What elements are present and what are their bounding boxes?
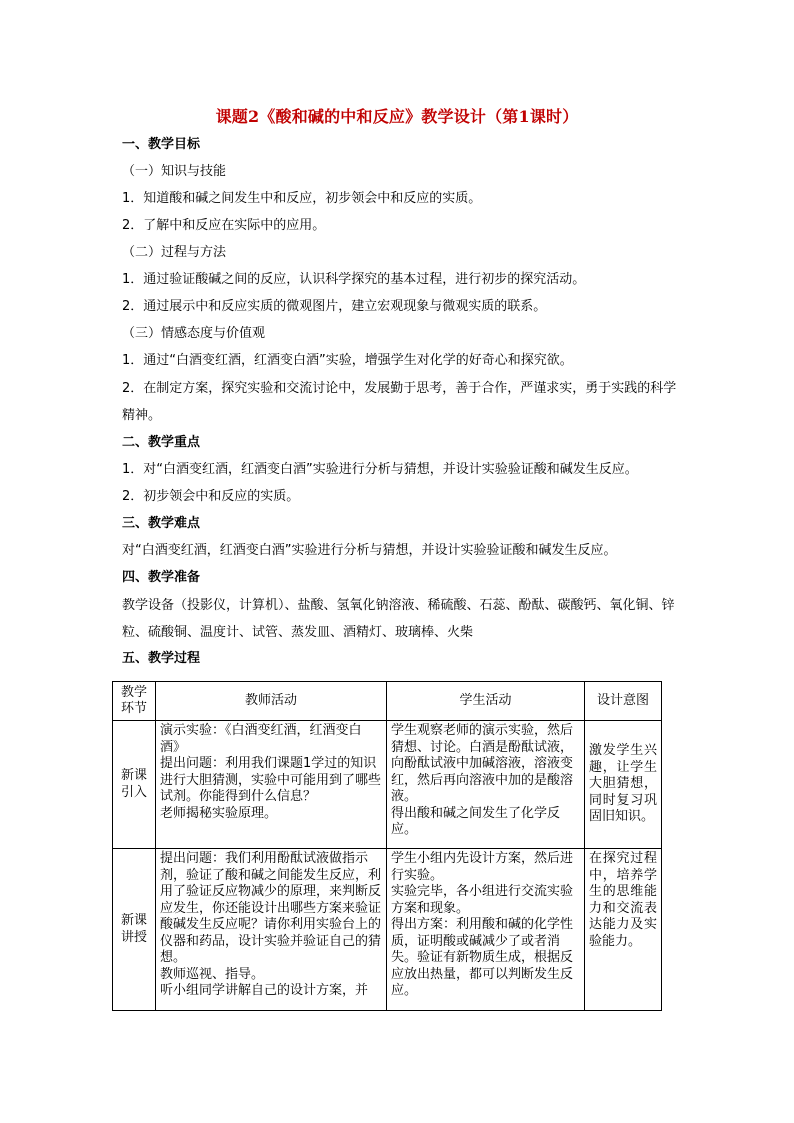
teaching-process-table (112, 681, 662, 1011)
document-title: 课题2《酸和碱的中和反应》教学设计（第1课时） (215, 107, 579, 126)
section-heading-process: 五、教学过程 (122, 651, 201, 666)
table-cell-stage: 新课 讲授 (113, 849, 156, 1011)
section-heading-key-points: 二、教学重点 (122, 435, 201, 450)
goal-process-2: 2．通过展示中和反应实质的微观图片，建立宏观现象与微观实质的联系。 (122, 299, 547, 314)
preparation-list: 教学设备（投影仪，计算机）、盐酸、氢氧化钠溶液、稀硫酸、石蕊、酚酞、碳酸钙、氧化铜、锌粒、硫酸铜、温度计、试管、蒸发皿、酒精灯、玻璃棒、火柴 (122, 598, 675, 640)
goal-process-1: 1．通过验证酸碱之间的反应，认识科学探究的基本过程，进行初步的探究活动。 (122, 272, 586, 287)
table-cell-student: 学生小组内先设计方案，然后进行实验。 实验完毕，各小组进行交流实验方案和现象。 得出方案：利用酸和碱的化学性质，证明酸或碱减少了或者消失。验证有新物质生成，根据反应放出热量，都可以判断发生反应。 (387, 849, 585, 1011)
goal-emotion-1: 1．通过“白酒变红酒，红酒变白酒”实验，增强学生对化学的好奇心和探究欲。 (122, 353, 573, 368)
table-header-stage: 教学 环节 (113, 682, 156, 721)
table-row (113, 721, 662, 849)
difficulty-1: 对“白酒变红酒，红酒变白酒”实验进行分析与猜想，并设计实验验证酸和碱发生反应。 (122, 543, 617, 558)
subheading-knowledge: （一）知识与技能 (122, 164, 227, 179)
key-point-1: 1．对“白酒变红酒，红酒变白酒”实验进行分析与猜想，并设计实验验证酸和碱发生反应。 (122, 462, 638, 477)
table-cell-student: 学生观察老师的演示实验，然后猜想、讨论。白酒是酚酞试液，向酚酞试液中加碱溶液，溶液变红，然后再向溶液中加的是酸溶液。 得出酸和碱之间发生了化学反应。 (387, 721, 585, 849)
table-header-row (113, 682, 662, 721)
table-row (113, 849, 662, 1011)
table-header-intent: 设计意图 (585, 682, 662, 721)
table-cell-intent: 在探究过程中，培养学生的思维能力和交流表达能力及实验能力。 (585, 849, 662, 1011)
goal-knowledge-1: 1．知道酸和碱之间发生中和反应，初步领会中和反应的实质。 (122, 191, 482, 206)
table-cell-teacher: 演示实验：《白酒变红酒，红酒变白酒》 提出问题：利用我们课题1学过的知识进行大胆猜测，实验中可能用到了哪些试剂。你能得到什么信息？ 老师揭秘实验原理。 (156, 721, 387, 849)
table-header-teacher: 教师活动 (156, 682, 387, 721)
section-heading-preparation: 四、教学准备 (122, 570, 201, 585)
subheading-process: （二）过程与方法 (122, 245, 227, 260)
goal-emotion-2: 2．在制定方案，探究实验和交流讨论中，发展勤于思考，善于合作，严谨求实，勇于实践的科学精神。 (122, 381, 677, 423)
table-cell-intent: 激发学生兴趣，让学生大胆猜想，同时复习巩固旧知识。 (585, 721, 662, 849)
table-cell-stage: 新课 引入 (113, 721, 156, 849)
table-header-student: 学生活动 (387, 682, 585, 721)
goal-knowledge-2: 2．了解中和反应在实际中的应用。 (122, 218, 326, 233)
subheading-emotion: （三）情感态度与价值观 (122, 326, 266, 341)
key-point-2: 2．初步领会中和反应的实质。 (122, 489, 300, 504)
table-cell-teacher: 提出问题：我们利用酚酞试液做指示剂，验证了酸和碱之间能发生反应，利用了验证反应物减少的原理，来判断反应发生，你还能设计出哪些方案来验证酸碱发生反应呢？请你利用实验台上的仪器和药品，设计实验并验证自己的猜想。 教师巡视、指导。 听小组同学讲解自己的设计方案，并 (156, 849, 387, 1011)
section-heading-difficulty: 三、教学难点 (122, 516, 201, 531)
section-heading-goals: 一、教学目标 (122, 137, 201, 152)
